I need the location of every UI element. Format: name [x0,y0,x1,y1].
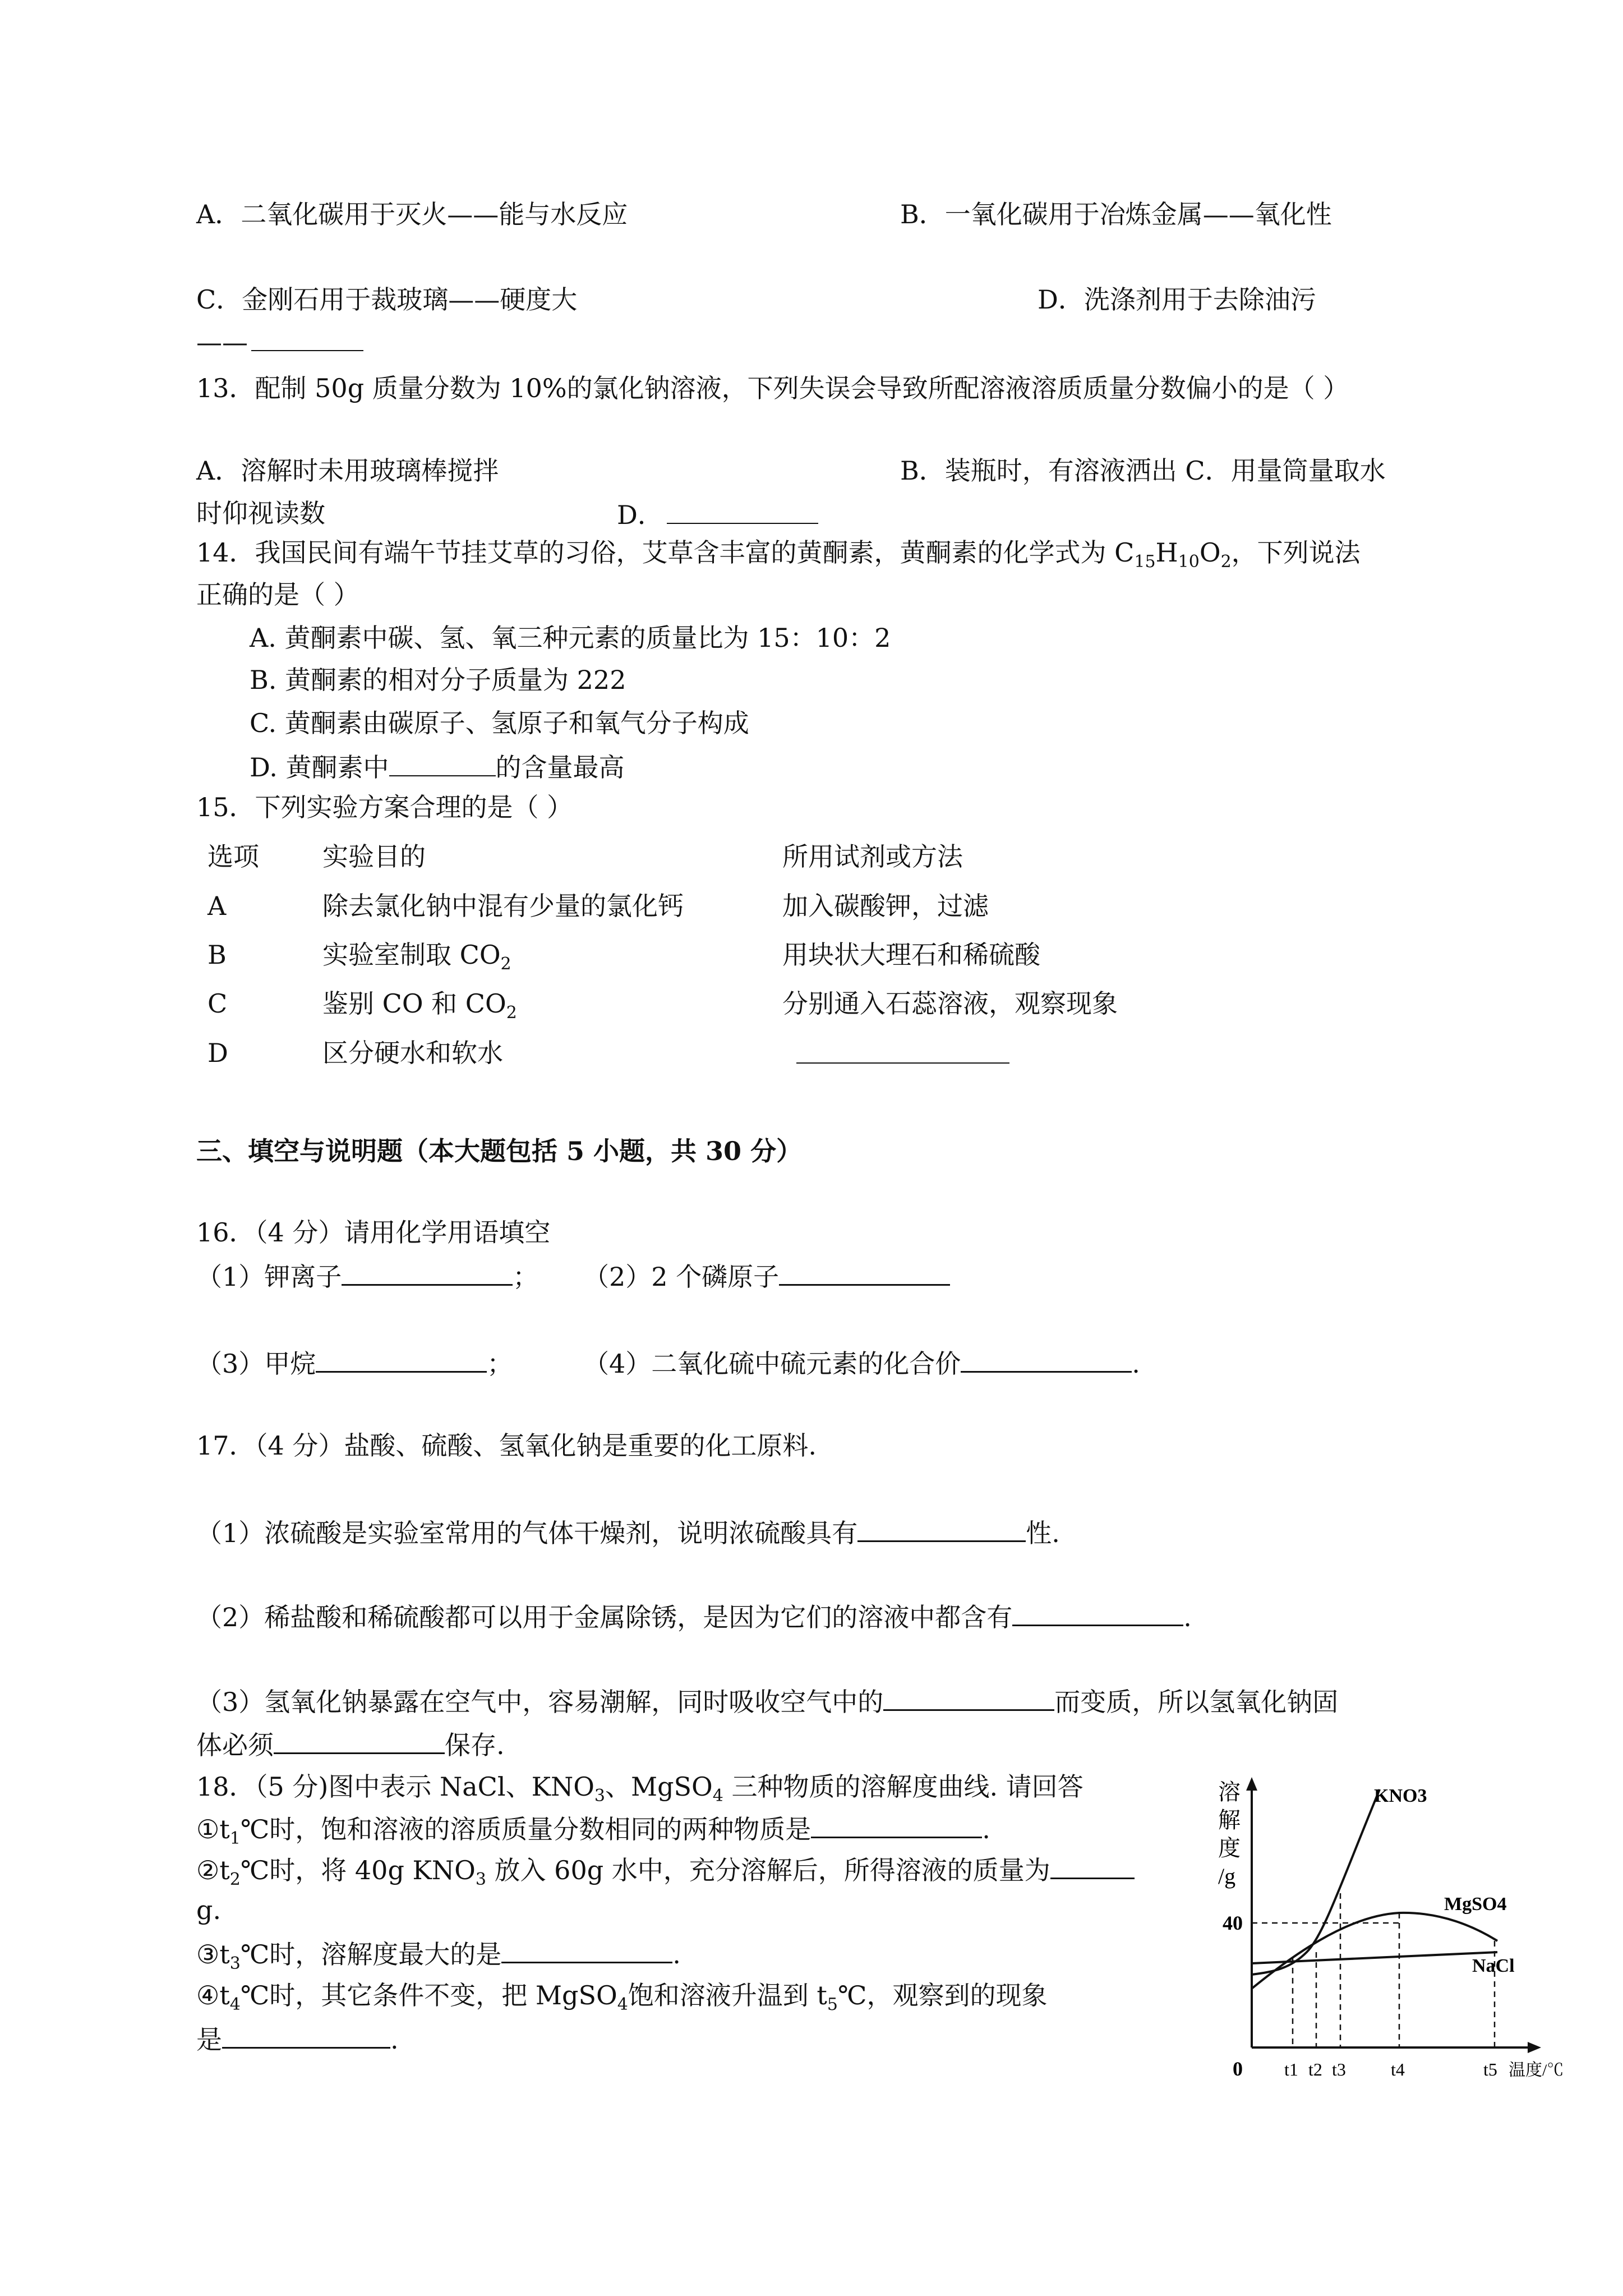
chart-origin-label: 0 [1233,2058,1243,2080]
q15-blank-d[interactable] [796,1038,1009,1064]
q18-blank-1[interactable] [811,1812,982,1838]
q12-option-c: C．金刚石用于裁玻璃——硬度大 [196,284,578,315]
q13-stem: 13．配制 50g 质量分数为 10%的氯化钠溶液，下列失误会导致所配溶液溶质质量分数偏小的是（ ） [196,373,1349,403]
q16-stem: 16．（4 分）请用化学用语填空 [196,1217,551,1248]
chart-y-axis-arrow [1246,1777,1257,1791]
q13-option-c-cont: 时仰视读数 [196,498,325,528]
chart-x-tick-t4: t4 [1391,2059,1405,2079]
q18-part-4-cont: 是 . [196,2022,399,2055]
q12-option-d-cont: —— [196,325,363,358]
q15-row-b-goal: 实验室制取 $CO_2$ [322,940,511,974]
section-3-heading: 三、填空与说明题（本大题包括 5 小题，共 30 分） [196,1136,803,1166]
q15-row-a-method: 加入碳酸钾，过滤 [782,891,989,921]
q15-row-a-option: A [208,891,227,921]
chart-legend-kno3: KNO3 [1374,1786,1427,1806]
q14-option-a: A. 黄酮素中碳、氢、氧三种元素的质量比为 15：10：2 [250,623,891,653]
q12-option-b: B．一氧化碳用于冶炼金属——氧化性 [900,199,1332,229]
q18-part-2: $②t_2℃$时，将 40g $KNO_3$ 放入 60g 水中，充分溶解后，所得溶液的质量为 [196,1853,1135,1890]
q17-part-3: （3）氢氧化钠暴露在空气中，容易潮解，同时吸收空气中的 而变质，所以氢氧化钠固 [196,1685,1338,1718]
q15-row-a-goal: 除去氯化钠中混有少量的氯化钙 [322,891,684,921]
q17-blank-1[interactable] [857,1516,1026,1542]
q18-part-1: $①t_1℃$时，饱和溶液的溶质质量分数相同的两种物质是 . [196,1812,990,1849]
q15-stem: 15．下列实验方案合理的是（ ） [196,792,573,822]
chart-ylabel-char-4: /g [1218,1864,1236,1889]
chart-ylabel-char-3: 度 [1218,1835,1241,1861]
q15-row-d-option: D [208,1038,228,1068]
q14-stem-line1: 14．我国民间有端午节挂艾草的习俗，艾草含丰富的黄酮素，黄酮素的化学式为 $C_{15}H_{10}O_2$，下列说法 [196,537,1361,572]
chart-x-tick-t1: t1 [1284,2059,1298,2079]
q13-option-a: A．溶解时未用玻璃棒搅拌 [196,455,499,486]
chart-y-tick-40: 40 [1223,1912,1243,1934]
q14-option-d: D. 黄酮素中 的含量最高 [250,751,625,783]
chart-x-tick-t2: t2 [1308,2059,1322,2079]
chart-legend-nacl: NaCl [1472,1955,1515,1976]
q14-option-c: C. 黄酮素由碳原子、氢原子和氧气分子构成 [250,708,749,738]
q15-row-d-goal: 区分硬水和软水 [322,1038,503,1068]
q15-row-c-option: C [208,988,228,1019]
q13-blank-d[interactable] [667,498,818,524]
q17-blank-2[interactable] [1012,1600,1183,1626]
q17-part-3b: 体必须 保存. [196,1728,505,1761]
q12-option-d: D．洗涤剂用于去除油污 [1038,284,1316,315]
q17-blank-3[interactable] [883,1685,1054,1711]
q15-header-method: 所用试剂或方法 [782,841,963,872]
q17-part-1: （1）浓硫酸是实验室常用的气体干燥剂，说明浓硫酸具有 性. [196,1516,1060,1549]
q14-stem-line2: 正确的是（ ） [196,579,359,610]
chart-ylabel-char-1: 溶 [1218,1779,1241,1805]
q18-blank-3[interactable] [501,1937,672,1963]
chart-series-nacl [1252,1952,1497,1963]
q18-part-2-unit: g. [196,1895,222,1925]
q18-stem: 18．（5 分)图中表示 NaCl、$KNO_3$、MgSO$_4$ 三种物质的溶解度曲线. 请回答 [196,1772,1083,1806]
q12-blank-d[interactable] [251,325,363,351]
q16-blank-1[interactable] [342,1259,513,1286]
chart-x-tick-t3: t3 [1332,2059,1346,2079]
q18-part-4: $④t_4℃$时，其它条件不变，把 MgSO$_4$饱和溶液升温到 $t_5℃$，观察到的现象 [196,1980,1048,2014]
q15-row-c-method: 分别通入石蕊溶液，观察现象 [782,988,1118,1019]
q16-blank-4[interactable] [961,1346,1132,1373]
q16-blank-3[interactable] [316,1346,487,1373]
q15-row-b-option: B [208,940,227,970]
q12-option-a: A．二氧化碳用于灭火——能与水反应 [196,199,628,229]
q16-part-2: （2）2 个磷原子 [583,1259,950,1292]
q15-header-option: 选项 [208,841,259,872]
q16-blank-2[interactable] [779,1259,950,1286]
q17-blank-4[interactable] [274,1728,445,1754]
q15-row-d-method [796,1038,1009,1070]
q16-part-1: （1）钾离子 ； [196,1259,538,1292]
q18-blank-4[interactable] [222,2022,390,2049]
q18-blank-2[interactable] [1050,1853,1135,1879]
q15-row-c-goal: 鉴别 CO 和 $CO_2$ [322,988,517,1023]
q15-row-b-method: 用块状大理石和稀硫酸 [782,940,1040,970]
chart-series-kno3 [1252,1789,1380,1975]
q14-option-b: B. 黄酮素的相对分子质量为 222 [250,665,626,695]
q13-option-d: D． [617,498,818,531]
q16-part-3: （3）甲烷 ； [196,1346,513,1379]
chart-x-tick-t5: t5 [1483,2059,1497,2079]
q13-option-bc: B．装瓶时，有溶液洒出 C．用量筒量取水 [900,455,1386,486]
solubility-chart [1206,1773,1564,2087]
q15-header-goal: 实验目的 [322,841,426,872]
q17-part-2: （2）稀盐酸和稀硫酸都可以用于金属除锈，是因为它们的溶液中都含有 . [196,1600,1192,1633]
q14-blank-d[interactable] [389,751,496,776]
q16-part-4: （4）二氧化硫中硫元素的化合价 . [583,1346,1140,1379]
chart-xlabel: 温度/℃ [1509,2061,1564,2079]
q18-part-3: $③t_3℃$时，溶解度最大的是 . [196,1937,681,1974]
q17-stem: 17．（4 分）盐酸、硫酸、氢氧化钠是重要的化工原料. [196,1430,817,1461]
chart-legend-mgso4: MgSO4 [1444,1894,1507,1915]
chart-series-mgso4 [1252,1913,1497,1989]
chart-x-axis-arrow [1528,2042,1541,2053]
chart-ylabel-char-2: 解 [1218,1807,1241,1833]
